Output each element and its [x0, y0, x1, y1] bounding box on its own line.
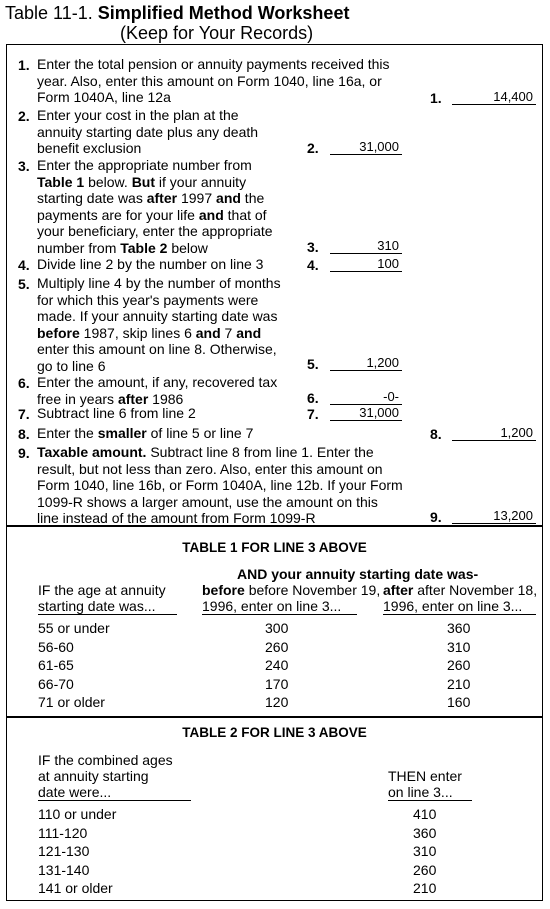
line-text: 1099-R shows a larger amount, use the amount on this [37, 493, 378, 510]
section-divider [6, 716, 543, 718]
line-amount: 31,000 [330, 140, 402, 155]
table1-value-cell: 160 [447, 694, 471, 710]
table2-col2-header-line2: on line 3... [388, 784, 472, 801]
table2-title: TABLE 2 FOR LINE 3 ABOVE [182, 725, 367, 740]
line-text: Form 1040A, line 12a [37, 89, 171, 105]
line-amount: 31,000 [330, 406, 402, 421]
table1-value-cell: 300 [265, 620, 289, 636]
worksheet-subtitle: (Keep for Your Records) [120, 23, 314, 43]
line-text: Taxable amount. Subtract line 8 from line 1. Enter the [37, 444, 374, 460]
table1-value-cell: 240 [265, 657, 289, 673]
line-amount: 1,200 [330, 356, 402, 371]
line-number: 8. [18, 426, 30, 442]
table1-age-cell: 66-70 [38, 675, 74, 692]
line-text: enter this amount on line 8. Otherwise, [37, 341, 277, 357]
table1-value-cell: 170 [265, 675, 289, 692]
table1-col3-header-line2: 1996, enter on line 3... [383, 598, 536, 615]
table1-age-cell: 56-60 [38, 638, 74, 655]
table2-value-cell: 260 [413, 861, 437, 878]
table2-col1-header-line1: IF the combined ages [38, 752, 173, 768]
line-text: go to line 6 [37, 357, 106, 374]
table2-age-cell: 111-120 [38, 824, 88, 841]
line-number: 7. [18, 406, 30, 422]
table1-value-cell: 310 [447, 638, 471, 655]
line-text: Multiply line 4 by the number of months [37, 275, 281, 291]
table2-col2-header-line1: THEN enter [388, 768, 462, 784]
line-text: Enter the smaller of line 5 or line 7 [37, 425, 254, 441]
line-number: 5. [18, 276, 30, 292]
table2-col1-header-line2: at annuity starting [38, 768, 149, 784]
line-number: 9. [18, 445, 30, 461]
line-ref-number: 7. [307, 406, 319, 422]
table2-col1-header-line3: date were... [38, 784, 191, 801]
line-text: for which this year's payments were [37, 291, 259, 308]
line-text: Enter the total pension or annuity payments received this [37, 56, 390, 72]
line-text: number from Table 2 below [37, 239, 208, 256]
line-text: payments are for your life and that of [37, 206, 267, 223]
line-ref-number: 6. [307, 390, 319, 406]
line-text: line instead of the amount from Form 1099-R [37, 510, 316, 526]
table2-age-cell: 141 or older [38, 880, 113, 896]
table-number-title: Table 11-1. Simplified Method Worksheet [5, 3, 350, 23]
table1-col2-header-line1: before before November 19, [202, 582, 381, 598]
line-number: 2. [18, 108, 30, 124]
table1-group-header: AND your annuity starting date was- [237, 566, 479, 582]
table2-value-cell: 210 [413, 880, 437, 896]
table1-value-cell: 360 [447, 620, 471, 636]
line-text: result, but not less than zero. Also, enter this amount on [37, 460, 383, 477]
line-amount: 14,400 [452, 90, 536, 105]
line-text: made. If your annuity starting date was [37, 308, 278, 324]
line-ref-number: 2. [307, 140, 319, 156]
line-ref-number: 4. [307, 257, 319, 273]
table2-age-cell: 110 or under [38, 806, 117, 822]
line-text: year. Also, enter this amount on Form 1040, line 16a, or [37, 72, 382, 89]
table2-value-cell: 410 [413, 806, 437, 822]
line-amount: 310 [330, 239, 402, 254]
line-text: free in years after 1986 [37, 390, 184, 407]
line-text: Table 1 below. But if your annuity [37, 173, 247, 190]
table2-value-cell: 360 [413, 824, 437, 841]
table2-age-cell: 131-140 [38, 861, 90, 878]
line-amount: 1,200 [452, 426, 536, 441]
line-text: Subtract line 6 from line 2 [37, 405, 196, 421]
line-text: Enter the amount, if any, recovered tax [37, 374, 278, 390]
table1-col2-header-line2: 1996, enter on line 3... [202, 598, 357, 615]
table2-value-cell: 310 [413, 843, 437, 859]
line-text: starting date was after 1997 and the [37, 190, 265, 206]
line-text: Divide line 2 by the number on line 3 [37, 256, 264, 272]
line-text: Enter your cost in the plan at the [37, 107, 239, 123]
table1-value-cell: 120 [265, 694, 289, 710]
line-ref-number: 9. [430, 509, 442, 525]
table1-col3-header-line1: after after November 18, [383, 582, 538, 598]
table1-col1-header-line2: starting date was... [38, 598, 177, 615]
line-ref-number: 5. [307, 356, 319, 372]
line-number: 4. [18, 257, 30, 273]
line-amount: 100 [330, 257, 402, 272]
table2-age-cell: 121-130 [38, 843, 90, 859]
section-divider [6, 525, 543, 527]
table1-age-cell: 61-65 [38, 657, 74, 673]
table1-col1-header-line1: IF the age at annuity [38, 582, 166, 598]
table1-age-cell: 55 or under [38, 620, 110, 636]
line-text: annuity starting date plus any death [37, 123, 259, 140]
table1-value-cell: 260 [265, 638, 289, 655]
line-text: your beneficiary, enter the appropriate [37, 223, 273, 239]
worksheet-title: Simplified Method Worksheet [97, 3, 350, 23]
line-text: benefit exclusion [37, 140, 142, 156]
table1-title: TABLE 1 FOR LINE 3 ABOVE [182, 540, 367, 555]
line-number: 3. [18, 158, 30, 174]
line-ref-number: 3. [307, 239, 319, 255]
table1-value-cell: 210 [447, 675, 471, 692]
line-ref-number: 8. [430, 426, 442, 442]
line-amount: -0- [330, 390, 402, 405]
line-amount: 13,200 [452, 509, 536, 524]
line-text: Form 1040, line 16b, or Form 1040A, line 12b. If your Form [37, 477, 403, 493]
line-text: before 1987, skip lines 6 and 7 and [37, 324, 262, 341]
line-ref-number: 1. [430, 90, 442, 106]
table1-value-cell: 260 [447, 657, 471, 673]
line-number: 6. [18, 375, 30, 391]
line-number: 1. [18, 57, 30, 73]
table1-age-cell: 71 or older [38, 694, 105, 710]
line-text: Enter the appropriate number from [37, 157, 252, 173]
